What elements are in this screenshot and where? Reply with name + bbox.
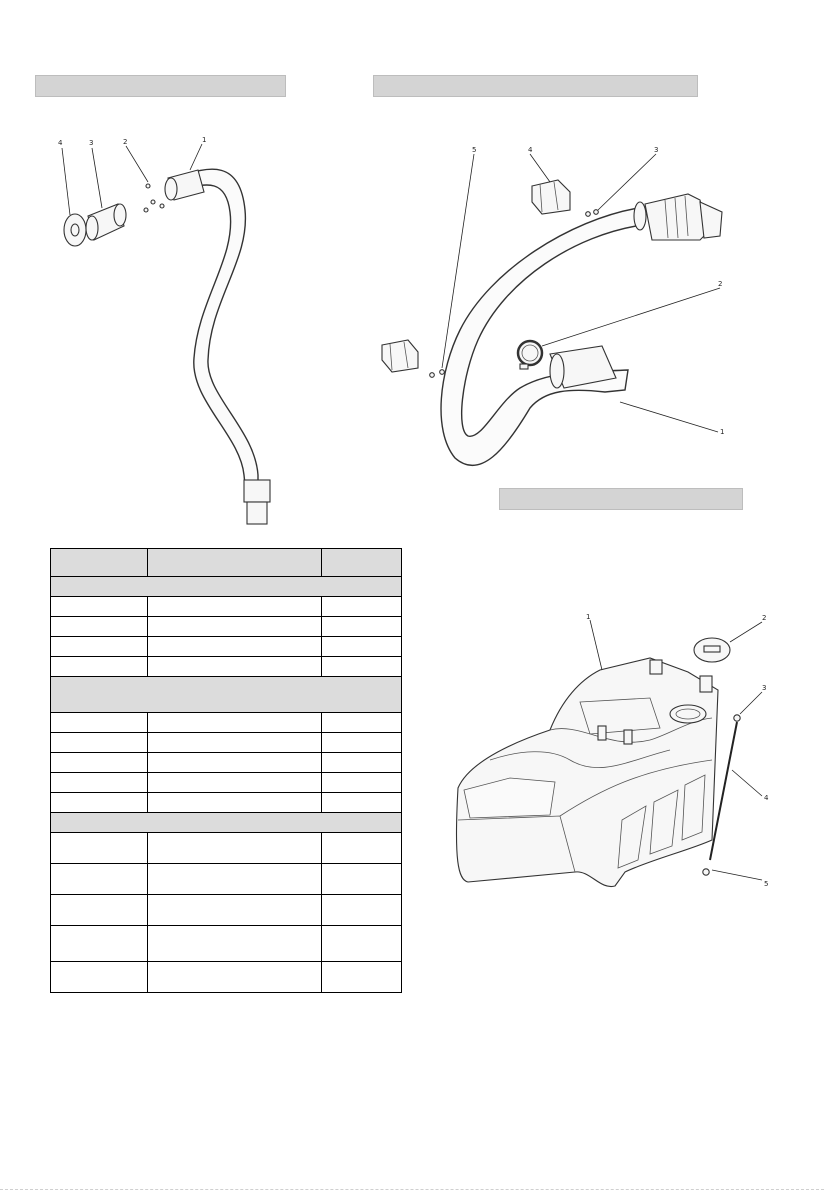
exploded-view-pipe xyxy=(40,130,300,530)
table-row xyxy=(51,733,402,753)
callout-1: 1 xyxy=(586,613,591,621)
table-row xyxy=(51,657,402,677)
table-section-row xyxy=(51,577,402,597)
callout-1: 1 xyxy=(720,428,725,436)
callout-3: 3 xyxy=(89,139,94,147)
callout-4: 4 xyxy=(764,794,769,802)
header-cell-part-no xyxy=(51,549,148,577)
table-header-row xyxy=(51,549,402,577)
table-row xyxy=(51,617,402,637)
callout-5: 5 xyxy=(764,880,769,888)
table-row xyxy=(51,753,402,773)
header-cell-qty xyxy=(322,549,402,577)
table-row xyxy=(51,713,402,733)
callout-3: 3 xyxy=(762,684,767,692)
table-row xyxy=(51,597,402,617)
callout-1: 1 xyxy=(202,136,207,144)
callout-5: 5 xyxy=(472,146,477,154)
table-row xyxy=(51,793,402,813)
table-row xyxy=(51,895,402,926)
callout-2: 2 xyxy=(718,280,723,288)
callout-2: 2 xyxy=(123,138,128,146)
parts-list-table xyxy=(50,548,402,993)
section-header-bar-tank xyxy=(499,488,743,510)
section-header-bar-left xyxy=(35,75,286,97)
callout-4: 4 xyxy=(58,139,63,147)
callout-3: 3 xyxy=(654,146,659,154)
section-header-bar-right xyxy=(373,75,698,97)
callout-2: 2 xyxy=(762,614,767,622)
header-cell-description xyxy=(148,549,322,577)
table-row xyxy=(51,773,402,793)
table-section-row xyxy=(51,813,402,833)
table-row xyxy=(51,926,402,962)
table-row xyxy=(51,962,402,993)
table-row xyxy=(51,864,402,895)
table-row xyxy=(51,833,402,864)
exploded-view-tank xyxy=(450,610,780,900)
callout-4: 4 xyxy=(528,146,533,154)
page-bottom-edge xyxy=(0,1189,824,1190)
table-row xyxy=(51,637,402,657)
exploded-view-hose xyxy=(370,140,740,485)
table-section-row xyxy=(51,677,402,713)
